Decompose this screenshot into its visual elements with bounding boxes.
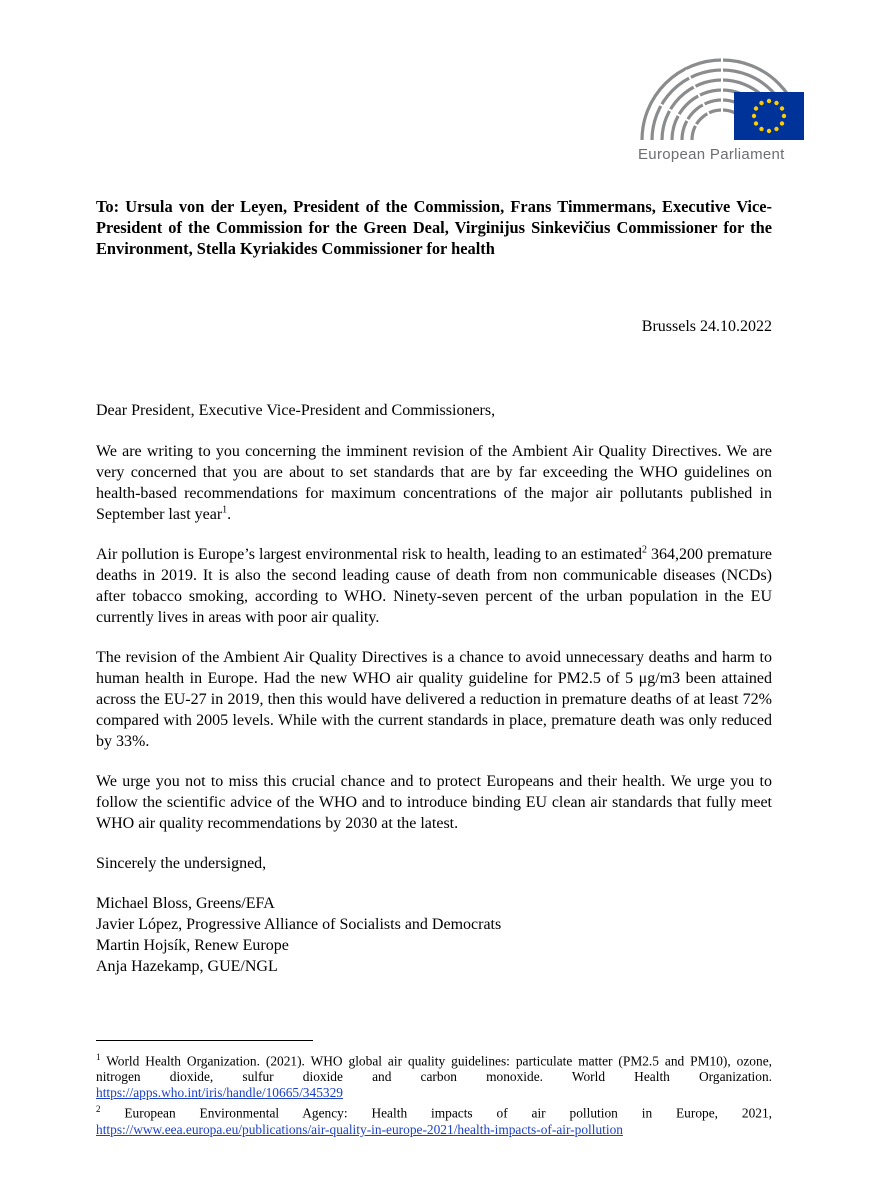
signatory: Javier López, Progressive Alliance of Socialists and Democrats	[96, 916, 502, 933]
footnotes	[96, 1049, 772, 1138]
letter-body	[96, 400, 772, 977]
signatory-list	[96, 893, 772, 977]
footnote-2-link[interactable]: https://www.eea.europa.eu/publications/air-quality-in-europe-2021/health-impacts-of-air-pollution	[96, 1121, 623, 1137]
footnote-divider	[96, 1040, 313, 1041]
paragraph-3: The revision of the Ambient Air Quality Directives is a chance to avoid unnecessary deaths and harm to human health in Europe. Had the new WHO air quality guideline for PM2.5 of 5 μg/m3 been attained across the EU-27 in 2019, then this would have delivered a reduction in premature deaths of at least 72% compared with 2005 levels. While with the current standards in place, premature death was only reduced by 33%.	[96, 649, 772, 750]
recipients-heading: To: Ursula von der Leyen, President of the Commission, Frans Timmermans, Executive Vice-President of the Commission for the Green Deal, Virginijus Sinkevičius Commissioner for the Environment, Stella Kyriakides Commissioner for health	[96, 197, 772, 258]
signatory: Anja Hazekamp, GUE/NGL	[96, 958, 278, 975]
footnote-1-link[interactable]: https://apps.who.int/iris/handle/10665/345329	[96, 1085, 343, 1101]
footnote-2: $^2$ European Environmental Agency: Health impacts of air pollution in Europe, 2021, https://www.eea.europa.eu/publications/air-quality-in-europe-2021/health-impacts-of-air-pollution	[96, 1104, 772, 1137]
paragraph-2: Air pollution is Europe’s largest environmental risk to health, leading to an estimated$^2$ 364,200 premature deaths in 2019. It is also the second leading cause of death from non communicable diseases (NCDs) after tobacco smoking, according to WHO. Ninety-seven percent of the urban population in the EU currently lives in areas with poor air quality.	[96, 544, 772, 626]
footnote-1: $^1$ World Health Organization. (2021). WHO global air quality guidelines: particulate matter (PM2.5 and PM10), ozone, nitrogen dioxide, sulfur dioxide and carbon monoxide. World Health Organization. https://apps.who.int/iris/handle/10665/345329	[96, 1052, 772, 1101]
footnote-ref-1: 1	[222, 504, 228, 516]
signatory: Michael Bloss, Greens/EFA	[96, 895, 275, 912]
logo-text: European Parliament	[638, 146, 785, 163]
closing: Sincerely the undersigned,	[96, 855, 267, 872]
letter-date: Brussels 24.10.2022	[641, 318, 772, 335]
footnote-ref-2: 2	[641, 544, 647, 556]
paragraph-1: We are writing to you concerning the imminent revision of the Ambient Air Quality Directives. We are very concerned that you are about to set standards that are by far exceeding the WHO guidelines on health-based recommendations for maximum concentrations of the major air pollutants published in September last year$^1$.	[96, 443, 772, 523]
european-parliament-logo	[636, 56, 808, 168]
signatory: Martin Hojsík, Renew Europe	[96, 937, 289, 954]
paragraph-4: We urge you not to miss this crucial chance and to protect Europeans and their health. We urge you to follow the scientific advice of the WHO and to introduce binding EU clean air standards that fully meet WHO air quality recommendations by 2030 at the latest.	[96, 773, 772, 832]
hemicycle-logo-icon	[636, 56, 808, 146]
salutation: Dear President, Executive Vice-President and Commissioners,	[96, 402, 496, 419]
